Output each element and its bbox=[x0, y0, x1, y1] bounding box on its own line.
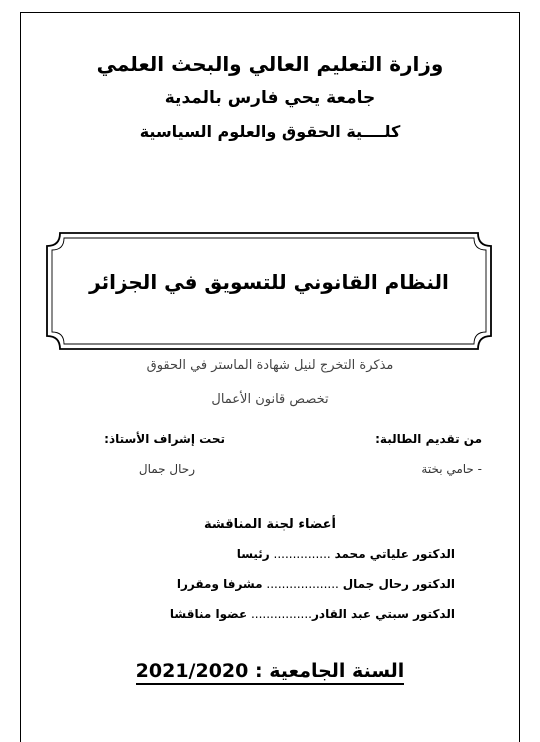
thesis-title: النظام القانوني للتسويق في الجزائر bbox=[89, 270, 449, 294]
ministry-name: وزارة التعليم العالي والبحث العلمي bbox=[96, 52, 444, 76]
academic-year bbox=[0, 660, 540, 685]
committee-member-row bbox=[170, 607, 455, 621]
academic-year-text: السنة الجامعية : 2021/2020 bbox=[136, 660, 405, 685]
student-name: - حامي بختة bbox=[421, 462, 482, 476]
degree-line: مذكرة التخرج لنيل شهادة الماستر في الحقوق bbox=[146, 358, 394, 373]
supervised-by-label: تحت إشراف الأستاذ: bbox=[104, 432, 225, 446]
member-separator: ................... bbox=[262, 577, 343, 591]
committee-member-row bbox=[177, 577, 455, 591]
specialization-line: تخصص قانون الأعمال bbox=[211, 392, 329, 407]
title-frame bbox=[46, 232, 492, 350]
committee-title: أعضاء لجنة المناقشة bbox=[203, 517, 337, 532]
member-role: رئيسا bbox=[236, 547, 270, 561]
supervisor-name: رحال جمال bbox=[138, 462, 195, 476]
member-separator: ................ bbox=[247, 607, 312, 621]
faculty-name: كلــــية الحقوق والعلوم السياسية bbox=[139, 122, 401, 141]
member-name: الدكتور سبتي عبد القادر bbox=[312, 607, 455, 621]
member-name: الدكتور رحال جمال bbox=[342, 577, 455, 591]
presented-by-label: من تقديم الطالبة: bbox=[375, 432, 482, 446]
member-role: مشرفا ومقررا bbox=[176, 577, 263, 591]
committee-member-row bbox=[237, 547, 455, 561]
member-name: الدكتور علياتي محمد bbox=[334, 547, 455, 561]
university-name: جامعة يحي فارس بالمدية bbox=[164, 88, 376, 108]
member-role: عضوا مناقشا bbox=[169, 607, 248, 621]
member-separator: ............... bbox=[269, 547, 335, 561]
